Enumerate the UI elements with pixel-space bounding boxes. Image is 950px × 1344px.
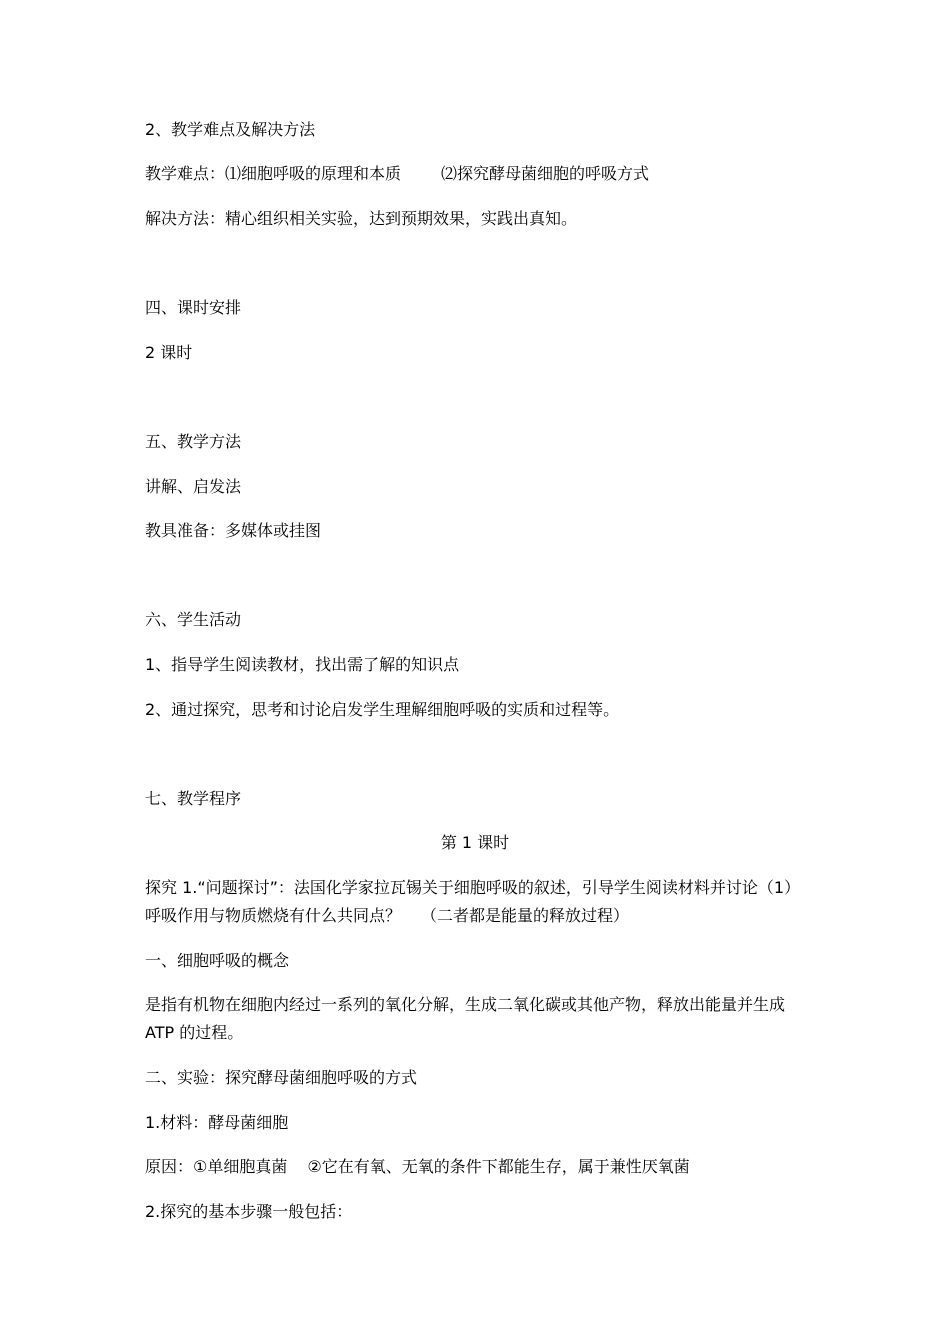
- reason-line: [145, 1156, 690, 1178]
- concept-heading: 一、细胞呼吸的概念: [145, 951, 290, 970]
- activity-item-1: 1、指导学生阅读教材，找出需了解的知识点: [145, 655, 460, 674]
- steps-text: 2.探究的基本步骤一般包括：: [145, 1202, 353, 1221]
- explore-1-question: 呼吸作用与物质燃烧有什么共同点？: [145, 906, 402, 925]
- explore-1-line-2: [145, 905, 629, 927]
- concept-line-2: ATP 的过程。: [145, 1023, 244, 1042]
- section-heading-activities: 六、学生活动: [145, 610, 242, 629]
- section-heading-difficulty: 2、教学难点及解决方法: [145, 120, 316, 139]
- experiment-heading: 二、实验：探究酵母菌细胞呼吸的方式: [145, 1068, 418, 1087]
- schedule-text: 2 课时: [145, 343, 193, 362]
- lesson-title: 第 1 课时: [440, 833, 510, 852]
- explore-1-answer: （二者都是能量的释放过程）: [421, 906, 630, 925]
- section-heading-method: 五、教学方法: [145, 432, 242, 451]
- difficulty-line: [145, 163, 649, 185]
- section-heading-schedule: 四、课时安排: [145, 298, 242, 317]
- difficulty-label: 教学难点：: [145, 164, 226, 183]
- activity-item-2: 2、通过探究，思考和讨论启发学生理解细胞呼吸的实质和过程等。: [145, 700, 620, 719]
- reason-item-1: 原因：①单细胞真菌: [145, 1157, 288, 1176]
- concept-line-1: 是指有机物在细胞内经过一系列的氧化分解，生成二氧化碳或其他产物，释放出能量并生成: [145, 995, 786, 1014]
- explore-1-line-1: 探究 1.“问题探讨”：法国化学家拉瓦锡关于细胞呼吸的叙述，引导学生阅读材料并讨论（1）: [145, 878, 801, 897]
- method-text: 讲解、启发法: [145, 477, 242, 496]
- difficulty-item-1: ⑴细胞呼吸的原理和本质: [225, 164, 402, 183]
- difficulty-item-2: ⑵探究酵母菌细胞的呼吸方式: [441, 164, 650, 183]
- section-heading-procedure: 七、教学程序: [145, 789, 242, 808]
- tools-text: 教具准备：多媒体或挂图: [145, 521, 322, 540]
- material-text: 1.材料：酵母菌细胞: [145, 1113, 289, 1132]
- solution-text: 解决方法：精心组织相关实验，达到预期效果，实践出真知。: [145, 209, 578, 228]
- reason-item-2: ②它在有氧、无氧的条件下都能生存，属于兼性厌氧菌: [307, 1157, 690, 1176]
